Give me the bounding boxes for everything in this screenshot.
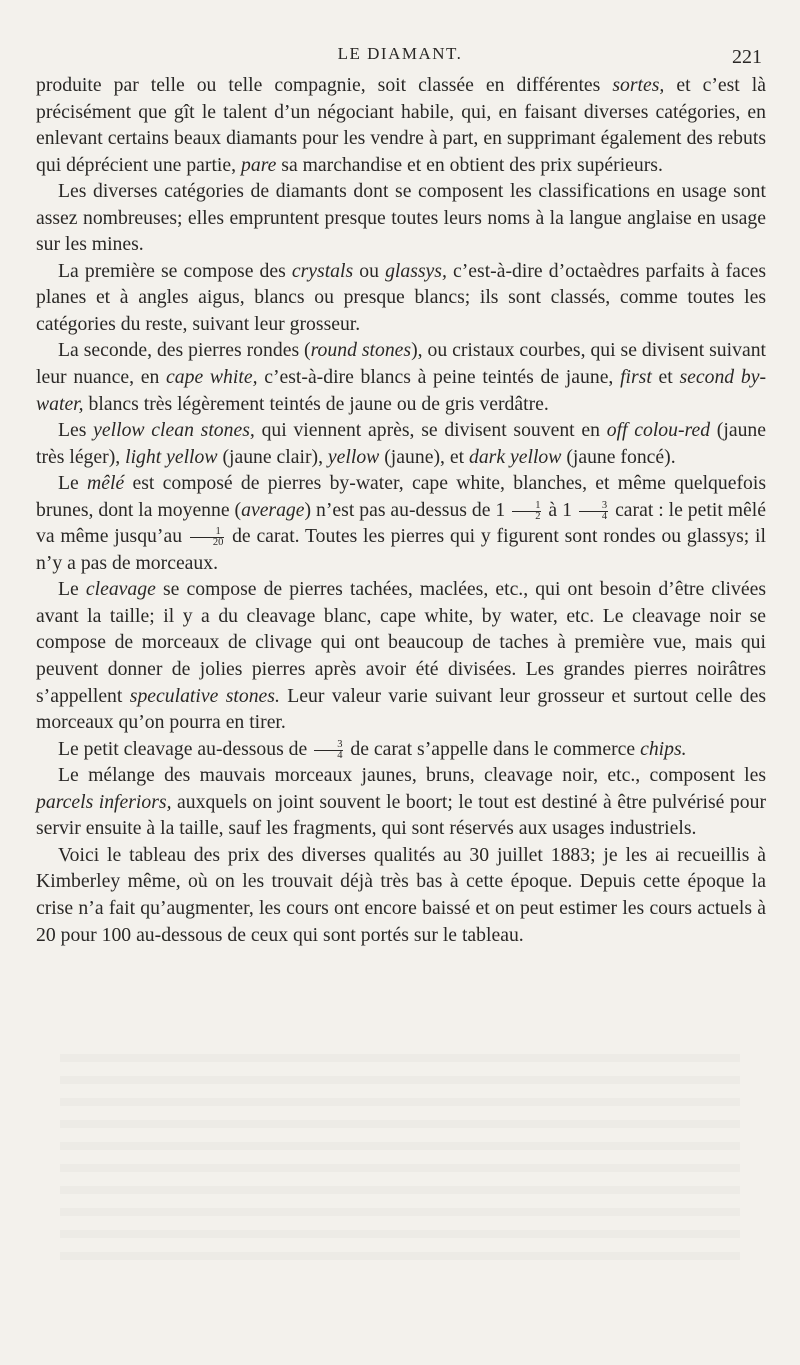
fraction — [314, 740, 343, 761]
paragraph-1 — [36, 72, 766, 178]
fraction — [190, 527, 225, 548]
italic-term: chips. — [640, 737, 687, 760]
text-run: Le — [58, 578, 86, 601]
italic-term: yellow — [327, 445, 380, 468]
text-run: Les diverses catégories de diamants dont se composent les classifications en usage sont assez nombreuses; elles empruntent presque toutes leurs noms à la langue anglaise en usage sur les mines. — [36, 180, 766, 256]
paragraph-2 — [36, 178, 766, 258]
page-header — [0, 44, 800, 70]
paragraph-10 — [36, 842, 766, 948]
text-run: blancs très légèrement teintés de jaune ou de gris verdâtre. — [83, 392, 549, 415]
italic-term: cleavage — [85, 578, 156, 601]
fraction-numerator: 3 — [579, 501, 608, 512]
italic-term: off colou-red — [606, 419, 711, 442]
text-run: Le petit cleavage au-dessous de — [58, 737, 313, 760]
text-run: auxquels on joint souvent le boort; le tout est destiné à être pulvérisé pour servir ensuite à la taille, sauf les fragments, qui sont réservés aux usages industriels. — [36, 790, 767, 840]
italic-term: sortes, — [612, 74, 665, 96]
italic-term: speculative stones. — [129, 684, 280, 707]
text-run: c’est-à-dire d’octaèdres parfaits à faces planes et à angles aigus, blancs ou presque blancs; ils sont classés, comme toutes les catégories du reste, suivant leur grosseur. — [36, 259, 766, 335]
text-run: se compose de pierres tachées, maclées, etc., qui ont besoin d’être clivées avant la taille; il y a du cleavage blanc, cape white, by water, etc. Le cleavage noir se compose de morceaux de clivage qui ont beaucoup de taches à première vue, mais qui peuvent donner de jolies pierres après avoir été divisées. Les grandes pierres noirâtres s’appellent — [36, 578, 766, 707]
text-run: ) n’est pas au-dessus de 1 — [304, 498, 511, 521]
italic-term: dark yellow — [468, 445, 562, 468]
text-run: (jaune), et — [379, 445, 469, 468]
text-run: (jaune très léger), — [36, 419, 766, 468]
fraction-denominator: 4 — [601, 510, 608, 522]
paragraph-8 — [36, 736, 766, 763]
italic-term: average — [241, 498, 305, 521]
fraction — [512, 501, 541, 522]
paragraph-3 — [36, 258, 766, 338]
text-run: à 1 — [543, 498, 577, 521]
fraction-numerator: 1 — [512, 501, 541, 512]
paragraph-5 — [36, 417, 766, 470]
text-run: c’est-à-dire blancs à peine teintés de jaune, — [257, 366, 621, 389]
text-run: est composé de pierres by-water, cape white, blanches, et même quelquefois brunes, dont la moyenne ( — [36, 472, 767, 521]
text-run: produite par telle ou telle compagnie, soit classée en différentes — [36, 74, 613, 96]
fraction-numerator: 1 — [190, 527, 225, 538]
italic-term: parcels inferiors, — [36, 790, 172, 813]
italic-term: yellow clean stones, — [93, 419, 255, 442]
paragraph-6 — [36, 470, 766, 576]
text-run: ou — [353, 259, 386, 282]
text-run: carat : le petit mêlé va même jusqu’au — [36, 498, 766, 548]
italic-term: cape white, — [166, 366, 258, 389]
italic-term: crystals — [291, 259, 354, 282]
page-number: 221 — [732, 46, 762, 68]
text-run: Voici le tableau des prix des diverses qualités au 30 juillet 1883; je les ai recueillis à Kimberley même, où on les trouvait déjà très bas à cette époque. Depuis cette époque la crise n’a fait qu’augmenter, les cours ont encore baissé et on peut estimer les cours actuels à 20 pour 100 au-dessous de ceux qui sont portés sur le tableau. — [36, 843, 766, 946]
text-run: Le mélange des mauvais morceaux jaunes, bruns, cleavage noir, etc., composent les — [58, 764, 766, 787]
fraction-denominator: 4 — [337, 749, 343, 761]
text-run: Leur valeur varie suivant leur grosseur et surtout celle des morceaux qu’on pourra en tirer. — [36, 684, 766, 734]
fraction-denominator: 20 — [212, 537, 224, 549]
text-run: Les — [58, 419, 94, 442]
italic-term: glassys, — [385, 259, 447, 282]
text-run: (jaune clair), — [217, 445, 328, 468]
text-run: La première se compose des — [58, 259, 292, 282]
text-run: sa marchandise et en obtient des prix supérieurs. — [276, 153, 663, 176]
italic-term: light yellow — [125, 445, 218, 468]
text-run: Le — [58, 472, 88, 495]
show-through-texture — [60, 1040, 740, 1270]
paragraph-9 — [36, 762, 766, 842]
paragraph-7 — [36, 576, 766, 735]
text-run: La seconde, des pierres rondes ( — [58, 339, 311, 362]
italic-term: round stones — [310, 339, 412, 362]
text-run: ), ou cristaux courbes, qui se divisent suivant leur nuance, en — [36, 339, 767, 389]
paragraph-4 — [36, 337, 766, 417]
italic-term: pare — [241, 153, 277, 176]
text-run: et — [651, 366, 680, 389]
body-text — [36, 72, 766, 948]
italic-term: mêlé — [87, 472, 125, 495]
text-run: et c’est là précisément que gît le talent d’un négociant habile, qui, en faisant diverses catégories, en enlevant certains beaux diamants pour les vendre à part, en supprimant également des rebuts qui déprécient une partie, — [36, 74, 766, 176]
fraction-denominator: 2 — [535, 510, 541, 522]
text-run: (jaune foncé). — [561, 445, 676, 468]
text-run: qui viennent après, se divisent souvent en — [254, 419, 607, 442]
fraction — [579, 501, 608, 522]
text-run: de carat s’appelle dans le commerce — [345, 737, 641, 760]
fraction-numerator: 3 — [314, 740, 343, 751]
italic-term: first — [620, 366, 652, 389]
running-title: LE DIAMANT. — [337, 44, 463, 63]
italic-term: second by-water, — [36, 366, 766, 415]
text-run: de carat. Toutes les pierres qui y figurent sont rondes ou glassys; il n’y a pas de morceaux. — [36, 525, 766, 574]
